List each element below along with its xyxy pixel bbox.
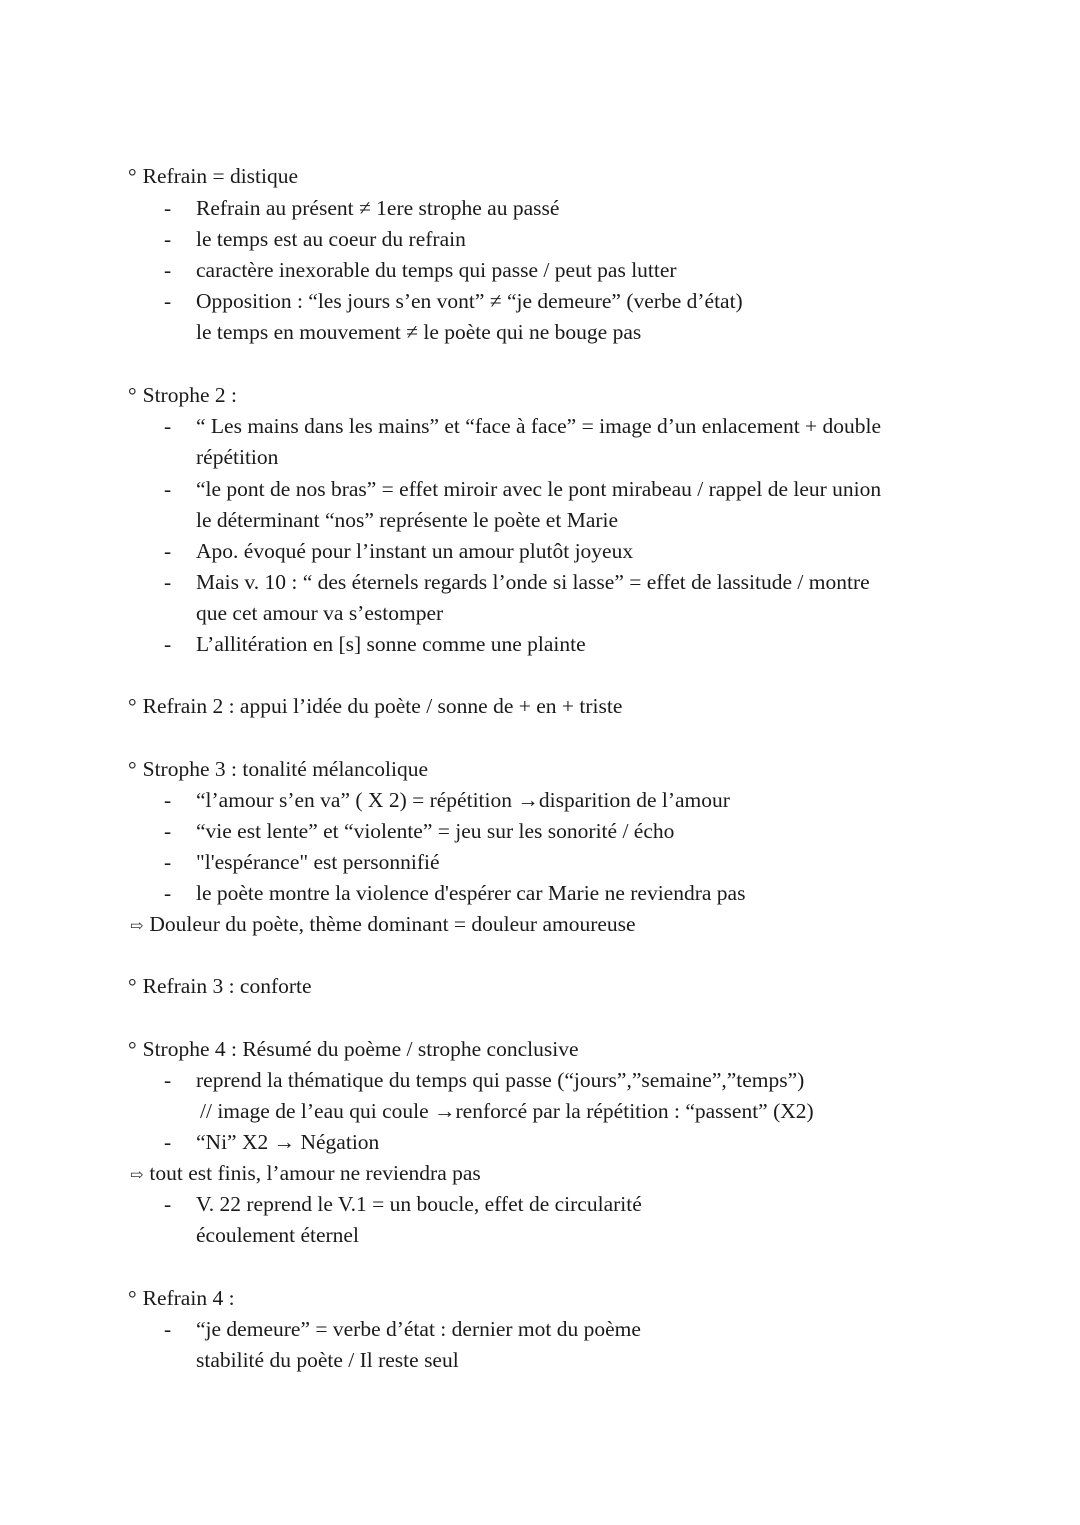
dash-marker: -	[164, 289, 172, 313]
section-heading: ° Refrain = distique	[128, 164, 299, 188]
list-item: le temps est au coeur du refrain	[196, 227, 466, 251]
list-item: “vie est lente” et “violente” = jeu sur les sonorité / écho	[196, 819, 675, 843]
list-item: “l’amour s’en va” ( X 2) = répétition →disparition de l’amour	[196, 788, 730, 812]
dash-marker: -	[164, 819, 172, 843]
list-item-continuation: stabilité du poète / Il reste seul	[196, 1348, 459, 1372]
dash-marker: -	[164, 881, 172, 905]
section-heading: ° Strophe 3 : tonalité mélancolique	[128, 757, 429, 781]
list-item-continuation: le temps en mouvement ≠ le poète qui ne bouge pas	[196, 320, 642, 344]
dash-marker: -	[164, 1317, 172, 1341]
list-item: Refrain au présent ≠ 1ere strophe au passé	[196, 196, 560, 220]
section-heading: ° Strophe 2 :	[128, 383, 237, 407]
bullet-marker: °	[128, 1037, 137, 1061]
bullet-marker: °	[128, 974, 137, 998]
list-item: “je demeure” = verbe d’état : dernier mot du poème	[196, 1317, 641, 1341]
bullet-marker: °	[128, 164, 137, 188]
list-item: L’allitération en [s] sonne comme une plainte	[196, 632, 586, 656]
section-heading: ° Refrain 2 : appui l’idée du poète / sonne de + en + triste	[128, 694, 623, 718]
section-heading: ° Refrain 4 :	[128, 1286, 235, 1310]
bullet-marker: °	[128, 757, 137, 781]
list-item: "l'espérance" est personnifié	[196, 850, 440, 874]
list-item-continuation: répétition	[196, 445, 279, 469]
list-item: caractère inexorable du temps qui passe / peut pas lutter	[196, 258, 677, 282]
list-item: Opposition : “les jours s’en vont” ≠ “je demeure” (verbe d’état)	[196, 289, 743, 313]
list-item: “ Les mains dans les mains” et “face à face” = image d’un enlacement + double	[196, 414, 882, 438]
dash-marker: -	[164, 227, 172, 251]
dash-marker: -	[164, 414, 172, 438]
list-item: “Ni” X2 → Négation	[196, 1130, 380, 1154]
conclusion-line: ⇨ tout est finis, l’amour ne reviendra pas	[130, 1161, 481, 1185]
list-item-continuation: // image de l’eau qui coule →renforcé par la répétition : “passent” (X2)	[200, 1099, 814, 1123]
section-heading: ° Strophe 4 : Résumé du poème / strophe conclusive	[128, 1037, 579, 1061]
list-item-continuation: écoulement éternel	[196, 1223, 359, 1247]
bullet-marker: °	[128, 383, 137, 407]
list-item: Apo. évoqué pour l’instant un amour plutôt joyeux	[196, 539, 634, 563]
bullet-marker: °	[128, 694, 137, 718]
list-item: reprend la thématique du temps qui passe (“jours”,”semaine”,”temps”)	[196, 1068, 805, 1092]
dash-marker: -	[164, 788, 172, 812]
dash-marker: -	[164, 1192, 172, 1216]
section-heading: ° Refrain 3 : conforte	[128, 974, 312, 998]
dash-marker: -	[164, 1130, 172, 1154]
dash-marker: -	[164, 258, 172, 282]
list-item-continuation: que cet amour va s’estomper	[196, 601, 444, 625]
list-item-continuation: le déterminant “nos” représente le poète et Marie	[196, 508, 619, 532]
list-item: Mais v. 10 : “ des éternels regards l’onde si lasse” = effet de lassitude / montre	[196, 570, 870, 594]
dash-marker: -	[164, 632, 172, 656]
conclusion-line: ⇨ Douleur du poète, thème dominant = douleur amoureuse	[130, 912, 636, 936]
arrow-icon: ⇨	[130, 918, 144, 935]
dash-marker: -	[164, 539, 172, 563]
list-item: V. 22 reprend le V.1 = un boucle, effet de circularité	[196, 1192, 642, 1216]
dash-marker: -	[164, 850, 172, 874]
list-item: “le pont de nos bras” = effet miroir avec le pont mirabeau / rappel de leur union	[196, 477, 882, 501]
arrow-icon: ⇨	[130, 1167, 144, 1184]
bullet-marker: °	[128, 1286, 137, 1310]
dash-marker: -	[164, 477, 172, 501]
dash-marker: -	[164, 1068, 172, 1092]
dash-marker: -	[164, 196, 172, 220]
list-item: le poète montre la violence d'espérer car Marie ne reviendra pas	[196, 881, 746, 905]
dash-marker: -	[164, 570, 172, 594]
